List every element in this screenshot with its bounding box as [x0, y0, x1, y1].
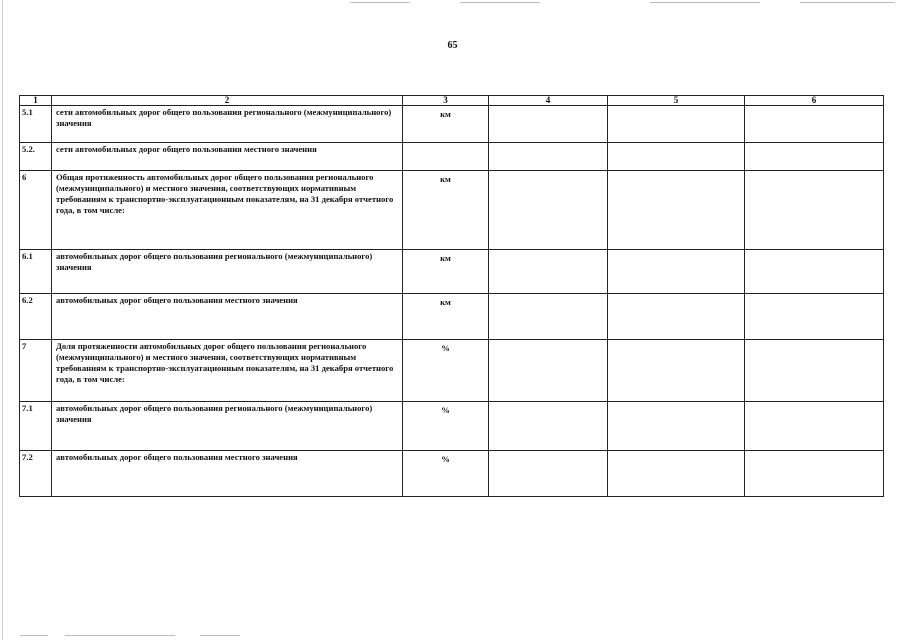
col-header-3: 3 — [403, 96, 489, 106]
scan-edge-line — [2, 0, 3, 640]
col-header-6: 6 — [745, 96, 884, 106]
row-number: 7.2 — [20, 451, 52, 497]
page-number: 65 — [447, 40, 458, 51]
row-unit — [403, 143, 489, 171]
scan-artifact — [20, 635, 48, 636]
value-cell — [745, 294, 884, 340]
value-cell — [608, 340, 745, 402]
value-cell — [489, 402, 608, 451]
table-row — [20, 250, 884, 294]
col-header-1: 1 — [20, 96, 52, 106]
table-row — [20, 171, 884, 250]
row-description: автомобильных дорог общего пользования местного значения — [52, 294, 403, 340]
value-cell — [745, 250, 884, 294]
scan-artifact — [460, 2, 540, 3]
value-cell — [489, 294, 608, 340]
value-cell — [608, 294, 745, 340]
row-number: 7 — [20, 340, 52, 402]
row-unit: % — [403, 402, 489, 451]
row-number: 5.2. — [20, 143, 52, 171]
row-unit: % — [403, 340, 489, 402]
value-cell — [745, 106, 884, 143]
value-cell — [608, 402, 745, 451]
table-row — [20, 143, 884, 171]
header-row — [20, 96, 884, 106]
row-description: сети автомобильных дорог общего пользования регионального (межмуниципального) значения — [52, 106, 403, 143]
table-row — [20, 451, 884, 497]
row-number: 6.2 — [20, 294, 52, 340]
col-header-4: 4 — [489, 96, 608, 106]
value-cell — [608, 143, 745, 171]
value-cell — [489, 106, 608, 143]
table-row — [20, 402, 884, 451]
scan-artifact — [650, 2, 760, 3]
value-cell — [608, 106, 745, 143]
value-cell — [745, 143, 884, 171]
value-cell — [489, 143, 608, 171]
row-description: Общая протяженность автомобильных дорог общего пользования регионального (межмуниципального) и местного значения, соответствующих нормативным требованиям к транспортно-эксплуатационным показателям, на 31 декабря отчетного года, в том числе: — [52, 171, 403, 250]
row-unit: км — [403, 171, 489, 250]
row-unit: км — [403, 250, 489, 294]
table-row — [20, 294, 884, 340]
scan-artifact — [800, 2, 895, 3]
row-description: автомобильных дорог общего пользования регионального (межмуниципального) значения — [52, 250, 403, 294]
table-row — [20, 340, 884, 402]
row-number: 6.1 — [20, 250, 52, 294]
scan-artifact — [200, 635, 240, 636]
col-header-2: 2 — [52, 96, 403, 106]
value-cell — [489, 451, 608, 497]
value-cell — [745, 451, 884, 497]
row-number: 7.1 — [20, 402, 52, 451]
indicator-table — [19, 95, 884, 497]
value-cell — [608, 250, 745, 294]
value-cell — [489, 171, 608, 250]
row-number: 5.1 — [20, 106, 52, 143]
value-cell — [489, 340, 608, 402]
row-description: автомобильных дорог общего пользования регионального (межмуниципального) значения — [52, 402, 403, 451]
scan-artifact — [65, 635, 175, 636]
row-description: сети автомобильных дорог общего пользования местного значения — [52, 143, 403, 171]
value-cell — [489, 250, 608, 294]
row-description: Доля протяженности автомобильных дорог общего пользования регионального (межмуниципального) и местного значения, соответствующих нормативным требованиям к транспортно-эксплуатационным показателям, на 31 декабря отчетного года, в том числе: — [52, 340, 403, 402]
row-unit: км — [403, 294, 489, 340]
row-description: автомобильных дорог общего пользования местного значения — [52, 451, 403, 497]
row-unit: км — [403, 106, 489, 143]
table-row — [20, 106, 884, 143]
row-unit: % — [403, 451, 489, 497]
value-cell — [608, 171, 745, 250]
col-header-5: 5 — [608, 96, 745, 106]
value-cell — [608, 451, 745, 497]
scan-artifact — [350, 2, 410, 3]
value-cell — [745, 171, 884, 250]
value-cell — [745, 402, 884, 451]
row-number: 6 — [20, 171, 52, 250]
value-cell — [745, 340, 884, 402]
